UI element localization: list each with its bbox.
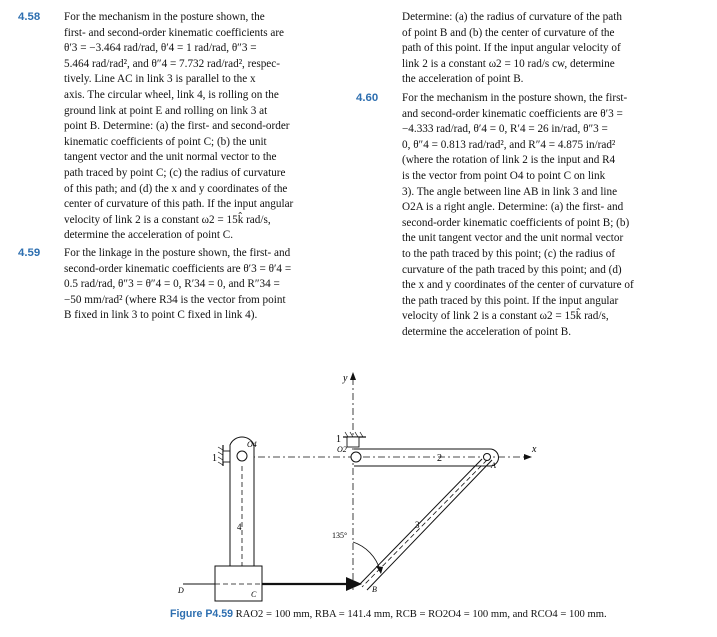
pin-o4 (237, 451, 247, 461)
point-d-label: D (178, 586, 184, 595)
text-line: the x and y coordinates of the center of curvature of (402, 279, 634, 292)
point-a-label: A (491, 461, 496, 470)
text-line: velocity of link 2 is a constant ω2 = 15k̂ rad/s, (402, 310, 609, 323)
problem-number: 4.58 (18, 11, 41, 23)
point-o4-label: O4 (247, 440, 257, 449)
text-line: of point B and (b) the center of curvature of the (402, 26, 615, 39)
link-4-label: 4 (237, 522, 242, 532)
text-line: the path traced by this point. If the input angular (402, 294, 619, 307)
y-axis-arrow (350, 372, 356, 380)
text-line: link 2 is a constant ω2 = 10 rad/s cw, determine (402, 57, 615, 70)
text-line: O2A is a right angle. Determine: (a) the first- and (402, 201, 624, 214)
text-line: velocity of link 2 is a constant ω2 = 15k̂ rad/s, (64, 213, 271, 226)
text-line: and second-order kinematic coefficients are θ′3 = (402, 107, 623, 120)
text-line: point B. Determine: (a) the first- and second-order (64, 120, 290, 133)
text-line: determine the acceleration of point B. (402, 325, 571, 338)
text-line: to the path traced by this point; (c) the radius of (402, 247, 616, 260)
pin-a (484, 454, 491, 461)
text-line: determine the acceleration of point C. (64, 229, 233, 242)
text-line: −4.333 rad/rad, θ′4 = 0, R′4 = 26 in/rad, θ″3 = (402, 123, 608, 136)
text-line: curvature of the path traced by this point; and (d) (402, 263, 622, 276)
text-line: tively. Line AC in link 3 is parallel to the x (64, 73, 256, 86)
text-line: second-order kinematic coefficients are θ′3 = θ′4 = (64, 262, 292, 275)
problem-number: 4.60 (356, 91, 379, 104)
text-line: 0.5 rad/rad, θ″3 = θ″4 = 0, R′34 = 0, and R″34 = (64, 278, 280, 291)
text-line: For the linkage in the posture shown, the first- and (64, 246, 291, 259)
point-c-label: C (251, 590, 257, 599)
text-line: path of this point. If the input angular velocity of (402, 42, 621, 55)
ground-pivot-o4 (218, 445, 231, 466)
angle-arc-arrow (376, 566, 383, 574)
text-line: Determine: (a) the radius of curvature of the path (402, 11, 622, 23)
figure-caption (170, 608, 607, 620)
text-line: path traced by point C; (c) the radius of curvature (64, 166, 286, 179)
text-line: 5.464 rad/rad², and θ″4 = 7.732 rad/rad², respec- (64, 57, 280, 70)
text-line: ground link at point E and rolling on link 3 at (64, 104, 268, 117)
ground-label-left: 1 (212, 453, 217, 464)
text-line: (where the rotation of link 2 is the input and R4 (402, 154, 616, 167)
x-axis-label: x (532, 444, 537, 455)
caption-label: Figure P4.59 (170, 608, 233, 620)
pin-o2 (351, 452, 361, 462)
text-line: the acceleration of point B. (402, 73, 524, 86)
text-line: first- and second-order kinematic coefficients are (64, 26, 285, 39)
angle-arc (353, 542, 380, 570)
text-line: −50 mm/rad² (where R34 is the vector from point (64, 293, 286, 306)
angle-label: 135° (332, 531, 348, 540)
text-line: kinematic coefficients of point C; (b) the unit (64, 135, 267, 148)
text-line: 0, θ″4 = 0.813 rad/rad², and R″4 = 4.875 in/rad² (402, 138, 616, 151)
ground-label-top: 1 (336, 434, 341, 445)
text-line: is the vector from point O4 to point C on link (402, 169, 606, 182)
text-line: tangent vector and the unit normal vector to the (64, 151, 277, 164)
caption-text: RAO2 = 100 mm, RBA = 141.4 mm, RCB = RO2O4 = 100 mm, and RCO4 = 100 mm. (235, 609, 607, 620)
y-axis-label: y (343, 373, 348, 384)
link-2 (354, 449, 499, 466)
text-line: 3). The angle between line AB in link 3 and line (402, 185, 618, 198)
text-line: For the mechanism in the posture shown, the (64, 11, 265, 23)
point-b-label: B (372, 585, 377, 594)
link-2-label: 2 (437, 453, 442, 464)
text-line: of this path; and (d) the x and y coordinates of the (64, 182, 288, 195)
text-line: B fixed in link 3 to point C fixed in link 4). (64, 309, 258, 322)
text-line: center of curvature of this path. If the input angular (64, 198, 294, 211)
text-line: axis. The circular wheel, link 4, is rolling on the (64, 88, 279, 101)
link-3-label: 3 (415, 520, 420, 530)
text-line: the unit tangent vector and the unit normal vector (402, 232, 624, 245)
point-o2-label: O2 (337, 445, 347, 454)
text-line: second-order kinematic coefficients of point B; (b) (402, 216, 630, 229)
text-line: θ′3 = −3.464 rad/rad, θ′4 = 1 rad/rad, θ″3 = (64, 42, 257, 55)
problem-number: 4.59 (18, 246, 41, 259)
point-b-wedge (346, 577, 362, 591)
x-axis-arrow (524, 454, 532, 460)
text-line: For the mechanism in the posture shown, the first- (402, 91, 628, 104)
